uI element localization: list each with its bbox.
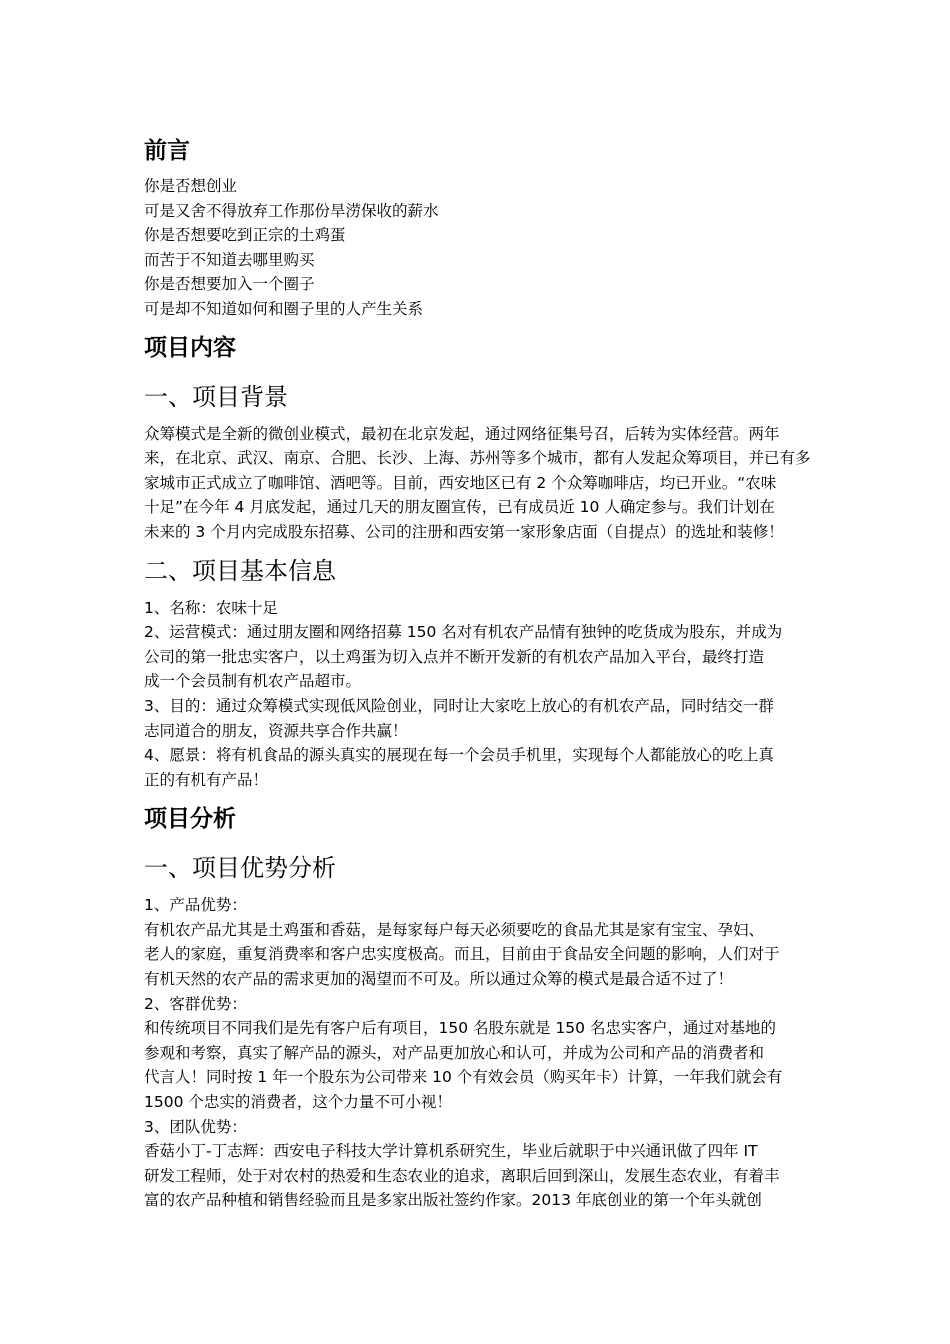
advantages-text [144,893,814,1213]
background-line: 家城市正式成立了咖啡馆、酒吧等。目前，西安地区已有 2 个众筹咖啡店，均已开业。“农味 [144,473,777,492]
preface-line: 可是又舍不得放弃工作那份旱涝保收的薪水 [144,201,439,220]
advantages-line: 参观和考察，真实了解产品的源头，对产品更加放心和认可，并成为公司和产品的消费者和 [144,1043,765,1062]
content-heading: 项目内容 [144,334,236,361]
advantages-heading: 一、项目优势分析 [144,854,336,883]
basic-info-line: 正的有机有产品！ [144,770,269,789]
advantages-line: 2、客群优势： [144,994,247,1013]
basic-info-line: 4、愿景：将有机食品的源头真实的展现在每一个会员手机里，实现每个人都能放心的吃上真 [144,746,774,765]
advantages-line: 代言人！同时按 1 年一个股东为公司带来 10 个有效会员（购买年卡）计算，一年我们就会有 [144,1068,783,1087]
basic-info-text [144,596,814,793]
advantages-line: 3、团队优势： [144,1117,247,1136]
advantages-line: 有机农产品尤其是土鸡蛋和香菇，是每家每户每天必须要吃的食品尤其是家有宝宝、孕妇、 [144,920,765,939]
background-line: 十足”在今年 4 月底发起，通过几天的朋友圈宣传，已有成员近 10 人确定参与。我们计划在 [144,498,775,517]
preface-line: 而苦于不知道去哪里购买 [144,250,315,269]
basic-info-line: 2、运营模式：通过朋友圈和网络招募 150 名对有机农产品情有独钟的吃货成为股东，并成为 [144,623,783,642]
advantages-line: 研发工程师，处于对农村的热爱和生态农业的追求，离职后回到深山，发展生态农业，有着丰 [144,1166,780,1185]
background-text [144,422,814,545]
basic-info-line: 志同道合的朋友，资源共享合作共赢！ [144,721,408,740]
advantages-line: 香菇小丁-丁志辉：西安电子科技大学计算机系研究生，毕业后就职于中兴通讯做了四年 IT [144,1142,758,1161]
advantages-line: 有机天然的农产品的需求更加的渴望而不可及。所以通过众筹的模式是最合适不过了！ [144,970,734,989]
advantages-line: 和传统项目不同我们是先有客户后有项目，150 名股东就是 150 名忠实客户，通过对基地的 [144,1019,776,1038]
preface-line: 你是否想创业 [144,177,238,195]
preface-heading: 前言 [144,138,190,164]
background-heading: 一、项目背景 [144,382,288,411]
advantages-line: 老人的家庭，重复消费率和客户忠实度极高。而且，目前由于食品安全问题的影响，人们对于 [144,945,780,964]
basic-info-line: 1、名称：农味十足 [144,598,278,617]
basic-info-line: 3、目的：通过众筹模式实现低风险创业，同时让大家吃上放心的有机农产品，同时结交一群 [144,696,774,715]
background-line: 众筹模式是全新的微创业模式，最初在北京发起，通过网络征集号召，后转为实体经营。两年 [144,424,780,443]
background-line: 来，在北京、武汉、南京、合肥、长沙、上海、苏州等多个城市，都有人发起众筹项目，并已有多 [144,449,811,468]
advantages-line: 富的农产品种植和销售经验而且是多家出版社签约作家。2013 年底创业的第一个年头就创 [144,1191,762,1210]
analysis-heading: 项目分析 [144,806,236,833]
background-line: 未来的 3 个月内完成股东招募、公司的注册和西安第一家形象店面（自提点）的选址和装修！ [144,522,784,541]
document-page [144,128,814,1213]
basic-info-line: 公司的第一批忠实客户，以土鸡蛋为切入点并不断开发新的有机农产品加入平台，最终打造 [144,647,765,666]
advantages-line: 1500 个忠实的消费者，这个力量不可小视！ [144,1093,452,1112]
basic-info-heading: 二、项目基本信息 [144,556,336,585]
basic-info-line: 成一个会员制有机农产品超市。 [144,672,362,691]
preface-line: 你是否想要加入一个圈子 [144,275,315,294]
preface-line: 可是却不知道如何和圈子里的人产生关系 [144,299,424,318]
preface-line: 你是否想要吃到正宗的土鸡蛋 [144,226,346,245]
advantages-line: 1、产品优势： [144,896,247,915]
preface-text [144,174,814,322]
